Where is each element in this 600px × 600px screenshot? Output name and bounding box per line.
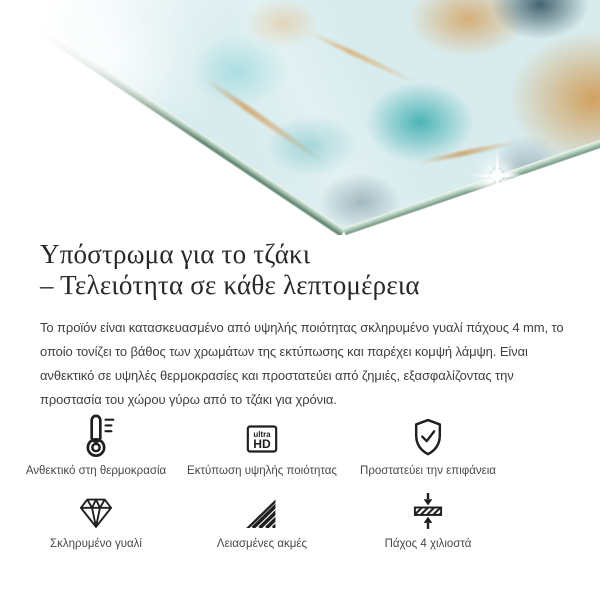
page-title <box>0 235 600 301</box>
product-image <box>0 0 600 235</box>
svg-text:HD: HD <box>253 437 271 452</box>
feature-label: Λειασμένες ακμές <box>216 538 308 550</box>
svg-text:ultra: ultra <box>253 429 271 439</box>
ultra-hd-icon <box>242 413 282 459</box>
feature-label: Εκτύπωση υψηλής ποιότητας <box>187 465 337 477</box>
feature-heat-resistant <box>13 413 179 478</box>
product-description-text: Το προϊόν είναι κατασκευασμένο από υψηλής ποιότητας σκληρυμένο γυαλί πάχους 4 mm, το οποίο τονίζει το βάθος των χρωμάτων της εκτύπωσης και παρέχει κομψή λάμψη. Είναι ανθεκτικό σε υψηλές θερμοκρασίες και προστατεύει από ζημιές, εξασφαλίζοντας την προστασία του χώρου γύρω από το τζάκι για χρόνια. <box>40 320 564 407</box>
feature-label: Σκληρυμένο γυαλί <box>50 538 142 550</box>
diamond-icon <box>77 486 115 532</box>
feature-tempered-glass <box>13 486 179 551</box>
polished-edges-icon <box>243 486 281 532</box>
feature-print-quality <box>179 413 345 478</box>
feature-label: Προστατεύει την επιφάνεια <box>360 465 496 477</box>
title-line-1: Υπόστρωμα για το τζάκι <box>40 239 311 269</box>
thickness-icon <box>407 486 449 532</box>
shield-check-icon <box>407 413 449 459</box>
thermometer-icon <box>73 413 119 459</box>
title-line-2: – Τελειότητα σε κάθε λεπτομέρεια <box>40 270 420 300</box>
white-fade-overlay <box>0 0 600 235</box>
feature-grid <box>13 413 511 551</box>
feature-label: Ανθεκτικό στη θερμοκρασία <box>25 465 167 477</box>
feature-polished-edges <box>179 486 345 551</box>
feature-surface-protection <box>345 413 511 478</box>
feature-label: Πάχος 4 χιλιοστά <box>384 538 472 550</box>
feature-thickness <box>345 486 511 551</box>
